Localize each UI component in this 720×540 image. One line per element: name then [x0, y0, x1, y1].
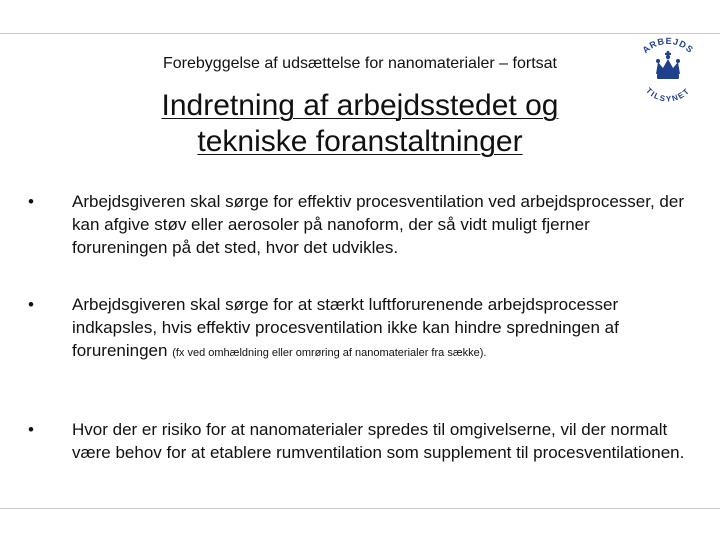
bullet-text-2-main: Arbejdsgiveren skal sørge for at stærkt luftforurenende arbejdsprocesser indkapsles, hvis effektiv procesventilation ikke kan hindre spredningen af forureningen — [72, 295, 619, 360]
bullet-text-3: Hvor der er risiko for at nanomaterialer spredes til omgivelserne, vil der normalt være behov for at etablere rumventilation som supplement til procesventilationen. — [72, 420, 685, 462]
top-divider — [0, 33, 720, 34]
bullet-text-2 — [72, 293, 688, 362]
logo-bottom-text: TILSYNET — [644, 86, 692, 104]
bottom-divider — [0, 508, 720, 509]
bullet-dot: • — [28, 192, 34, 211]
title-line-1: Indretning af arbejdsstedet og — [161, 89, 559, 122]
bullet-dot: • — [28, 420, 34, 439]
bullet-item-2 — [28, 293, 688, 362]
arbejdstilsynet-logo — [628, 30, 708, 110]
crown-icon — [656, 51, 680, 79]
bullet-item-1 — [28, 190, 688, 259]
title-line-2: tekniske foranstaltninger — [197, 125, 523, 158]
logo-arc-text: ARBEJDS — [640, 35, 696, 56]
svg-text:TILSYNET — [644, 86, 692, 104]
slide-subtitle: Forebyggelse af udsættelse for nanomaterialer – fortsat — [163, 55, 557, 72]
slide-title — [60, 88, 660, 160]
bullet-text-2-note: (fx ved omhældning eller omrøring af nanomaterialer fra sække). — [172, 347, 487, 359]
bullet-dot: • — [28, 295, 34, 314]
bullet-item-3 — [28, 418, 688, 464]
bullet-text-1: Arbejdsgiveren skal sørge for effektiv procesventilation ved arbejdsprocesser, der kan afgive støv eller aerosoler på nanoform, der så vidt muligt fjerner forureningen på det sted, hvor det udvikles. — [72, 192, 684, 257]
